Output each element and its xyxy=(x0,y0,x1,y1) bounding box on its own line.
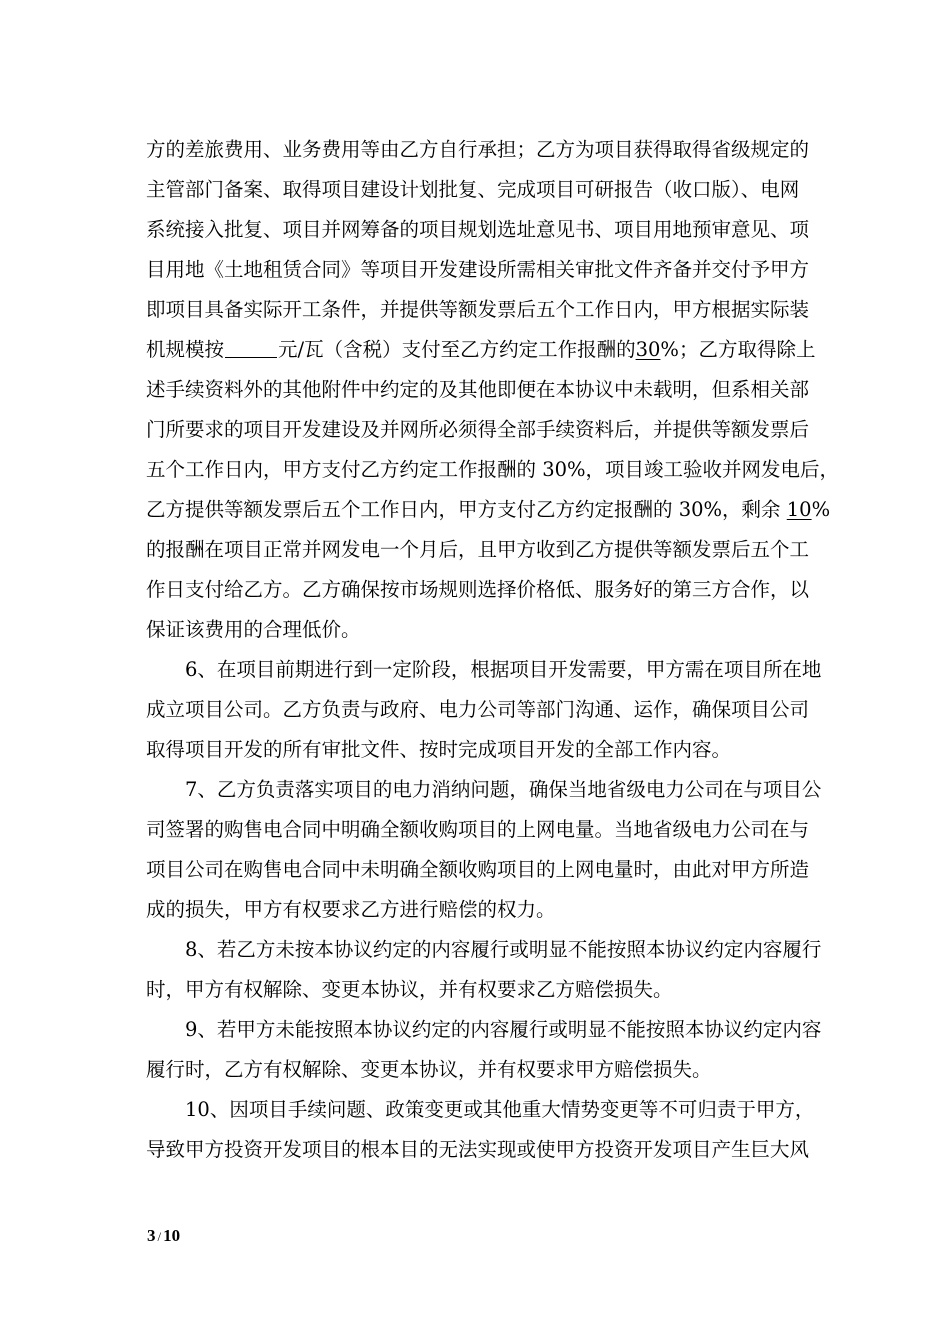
text-line: 项目公司在购售电合同中未明确全额收购项目的上网电量时，由此对甲方所造 xyxy=(146,858,810,881)
text-line xyxy=(146,490,831,530)
text-line: 的报酬在项目正常并网发电一个月后，且甲方收到乙方提供等额发票后五个工 xyxy=(146,538,810,561)
text-line: 目用地《土地租赁合同》等项目开发建设所需相关审批文件齐备并交付予甲方 xyxy=(146,258,810,281)
text-segment: 机规模按 xyxy=(146,338,225,361)
paragraph-9-first-line: 9、若甲方未能按照本协议约定的内容履行或明显不能按照本协议约定内容 xyxy=(185,1018,822,1041)
text-line: 系统接入批复、项目并网筹备的项目规划选址意见书、项目用地预审意见、项 xyxy=(146,218,810,241)
text-segment: 乙方提供等额发票后五个工作日内，甲方支付乙方约定报酬的 30%，剩余 xyxy=(146,498,787,521)
text-line: 作日支付给乙方。乙方确保按市场规则选择价格低、服务好的第三方合作，以 xyxy=(146,578,810,601)
paragraph-6-first-line: 6、在项目前期进行到一定阶段，根据项目开发需要，甲方需在项目所在地 xyxy=(185,658,822,681)
paragraph-10-first-line: 10、因项目手续问题、政策变更或其他重大情势变更等不可归责于甲方， xyxy=(185,1098,815,1121)
text-line: 成的损失，甲方有权要求乙方进行赔偿的权力。 xyxy=(146,898,556,921)
document-body xyxy=(146,130,840,1170)
text-line xyxy=(146,330,816,370)
text-line: 时，甲方有权解除、变更本协议，并有权要求乙方赔偿损失。 xyxy=(146,978,673,1001)
underlined-percentage: 10 xyxy=(786,498,812,521)
paragraph-7-first-line: 7、乙方负责落实项目的电力消纳问题，确保当地省级电力公司在与项目公 xyxy=(185,778,822,801)
text-line: 五个工作日内，甲方支付乙方约定工作报酬的 30%，项目竣工验收并网发电后， xyxy=(146,458,840,481)
text-line: 成立项目公司。乙方负责与政府、电力公司等部门沟通、运作，确保项目公司 xyxy=(146,698,810,721)
underlined-percentage: 30 xyxy=(635,338,661,361)
text-line: 即项目具备实际开工条件，并提供等额发票后五个工作日内，甲方根据实际装 xyxy=(146,298,810,321)
page-number xyxy=(147,1226,180,1246)
page-number-separator: / xyxy=(157,1229,162,1244)
text-line: 主管部门备案、取得项目建设计划批复、完成项目可研报告（收口版）、电网 xyxy=(146,178,800,201)
text-segment: %；乙方取得除上 xyxy=(660,338,816,361)
text-line: 门所要求的项目开发建设及并网所必须得全部手续资料后，并提供等额发票后 xyxy=(146,418,810,441)
paragraph-8-first-line: 8、若乙方未按本协议约定的内容履行或明显不能按照本协议约定内容履行 xyxy=(185,938,822,961)
current-page-number: 3 xyxy=(147,1226,156,1245)
text-segment: % xyxy=(811,498,831,521)
text-line: 取得项目开发的所有审批文件、按时完成项目开发的全部工作内容。 xyxy=(146,738,732,761)
total-pages-number: 10 xyxy=(163,1226,181,1245)
text-line: 方的差旅费用、业务费用等由乙方自行承担；乙方为项目获得取得省级规定的 xyxy=(146,138,810,161)
text-line: 履行时，乙方有权解除、变更本协议，并有权要求甲方赔偿损失。 xyxy=(146,1058,712,1081)
text-line: 保证该费用的合理低价。 xyxy=(146,618,361,641)
text-line: 司签署的购售电合同中明确全额收购项目的上网电量。当地省级电力公司在与 xyxy=(146,818,810,841)
fill-in-blank xyxy=(225,339,277,358)
text-line: 述手续资料外的其他附件中约定的及其他即便在本协议中未载明，但系相关部 xyxy=(146,378,810,401)
text-line: 导致甲方投资开发项目的根本目的无法实现或使甲方投资开发项目产生巨大风 xyxy=(146,1138,810,1161)
text-segment: 元/瓦（含税）支付至乙方约定工作报酬的 xyxy=(278,338,636,361)
